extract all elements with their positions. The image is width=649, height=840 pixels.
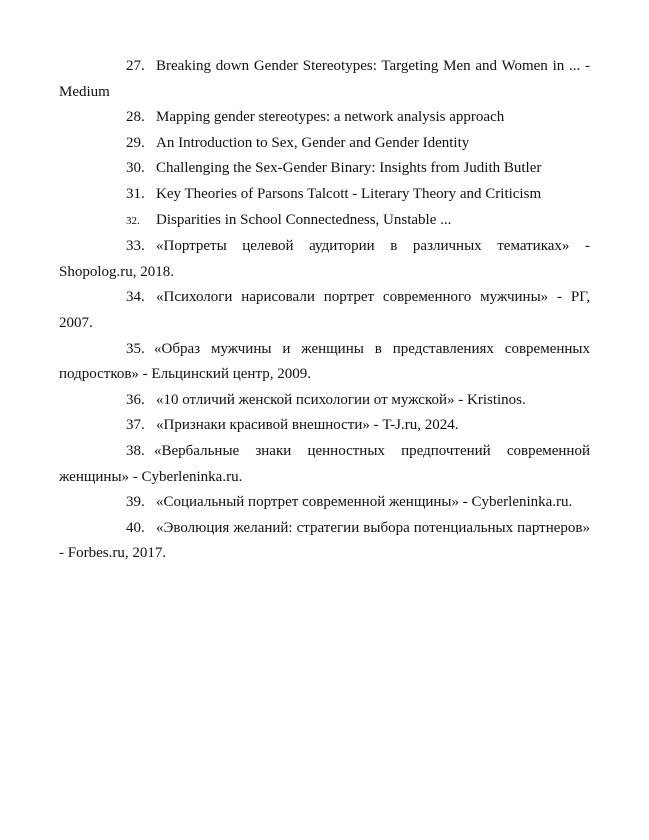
reference-number: 29. [126, 134, 145, 151]
reference-item-38 [59, 439, 590, 490]
reference-item-27 [59, 54, 590, 105]
reference-item-30 [59, 156, 590, 182]
reference-number: 36. [126, 391, 145, 408]
reference-item-33 [59, 234, 590, 285]
reference-number: 28. [126, 109, 145, 126]
reference-number: 39. [126, 494, 145, 511]
reference-text: Challenging the Sex-Gender Binary: Insights from Judith Butler [156, 160, 542, 177]
reference-number: 40. [126, 519, 145, 536]
reference-item-35 [59, 337, 590, 388]
reference-item-29 [59, 131, 590, 157]
reference-number: 31. [126, 185, 145, 202]
reference-item-39 [59, 490, 590, 516]
reference-item-36 [59, 388, 590, 414]
reference-text: «Портреты целевой аудитории в различных тематиках» - Shopolog.ru, 2018. [59, 238, 590, 280]
reference-number: 33. [126, 238, 145, 255]
reference-number: 27. [126, 58, 145, 74]
reference-number: 38. [126, 442, 145, 459]
reference-text: Mapping gender stereotypes: a network analysis approach [156, 109, 505, 126]
reference-item-32 [59, 208, 590, 235]
reference-item-40 [59, 516, 590, 567]
reference-number: 32. [126, 214, 140, 227]
reference-list [59, 54, 590, 567]
reference-text: Key Theories of Parsons Talcott - Literary Theory and Criticism [156, 185, 542, 202]
reference-text: «Психологи нарисовали портрет современного мужчины» - РГ, 2007. [59, 289, 590, 331]
reference-text: «Социальный портрет современной женщины» - Cyberleninka.ru. [156, 494, 573, 511]
reference-item-34 [59, 285, 590, 336]
reference-text: «Образ мужчины и женщины в представлениях современных подростков» - Ельцинский центр, 2009. [59, 340, 590, 383]
reference-number: 37. [126, 417, 145, 434]
reference-text: «Эволюция желаний: стратегии выбора потенциальных партнеров» - Forbes.ru, 2017. [59, 519, 590, 562]
reference-number: 30. [126, 160, 145, 177]
reference-text: «Признаки красивой внешности» - T-J.ru, 2024. [156, 417, 459, 434]
reference-item-28 [59, 105, 590, 131]
reference-number: 35. [126, 340, 145, 357]
reference-item-37 [59, 413, 590, 439]
reference-item-31 [59, 182, 590, 208]
reference-text: «Вербальные знаки ценностных предпочтений современной женщины» - Cyberleninka.ru. [59, 442, 590, 485]
reference-text: «10 отличий женской психологии от мужской» - Kristinos. [156, 391, 526, 408]
reference-text: Disparities in School Connectedness, Unstable ... [156, 211, 452, 228]
reference-text: An Introduction to Sex, Gender and Gender Identity [156, 134, 470, 151]
reference-number: 34. [126, 289, 145, 306]
reference-text: Breaking down Gender Stereotypes: Targeting Men and Women in ... - Medium [59, 58, 590, 100]
